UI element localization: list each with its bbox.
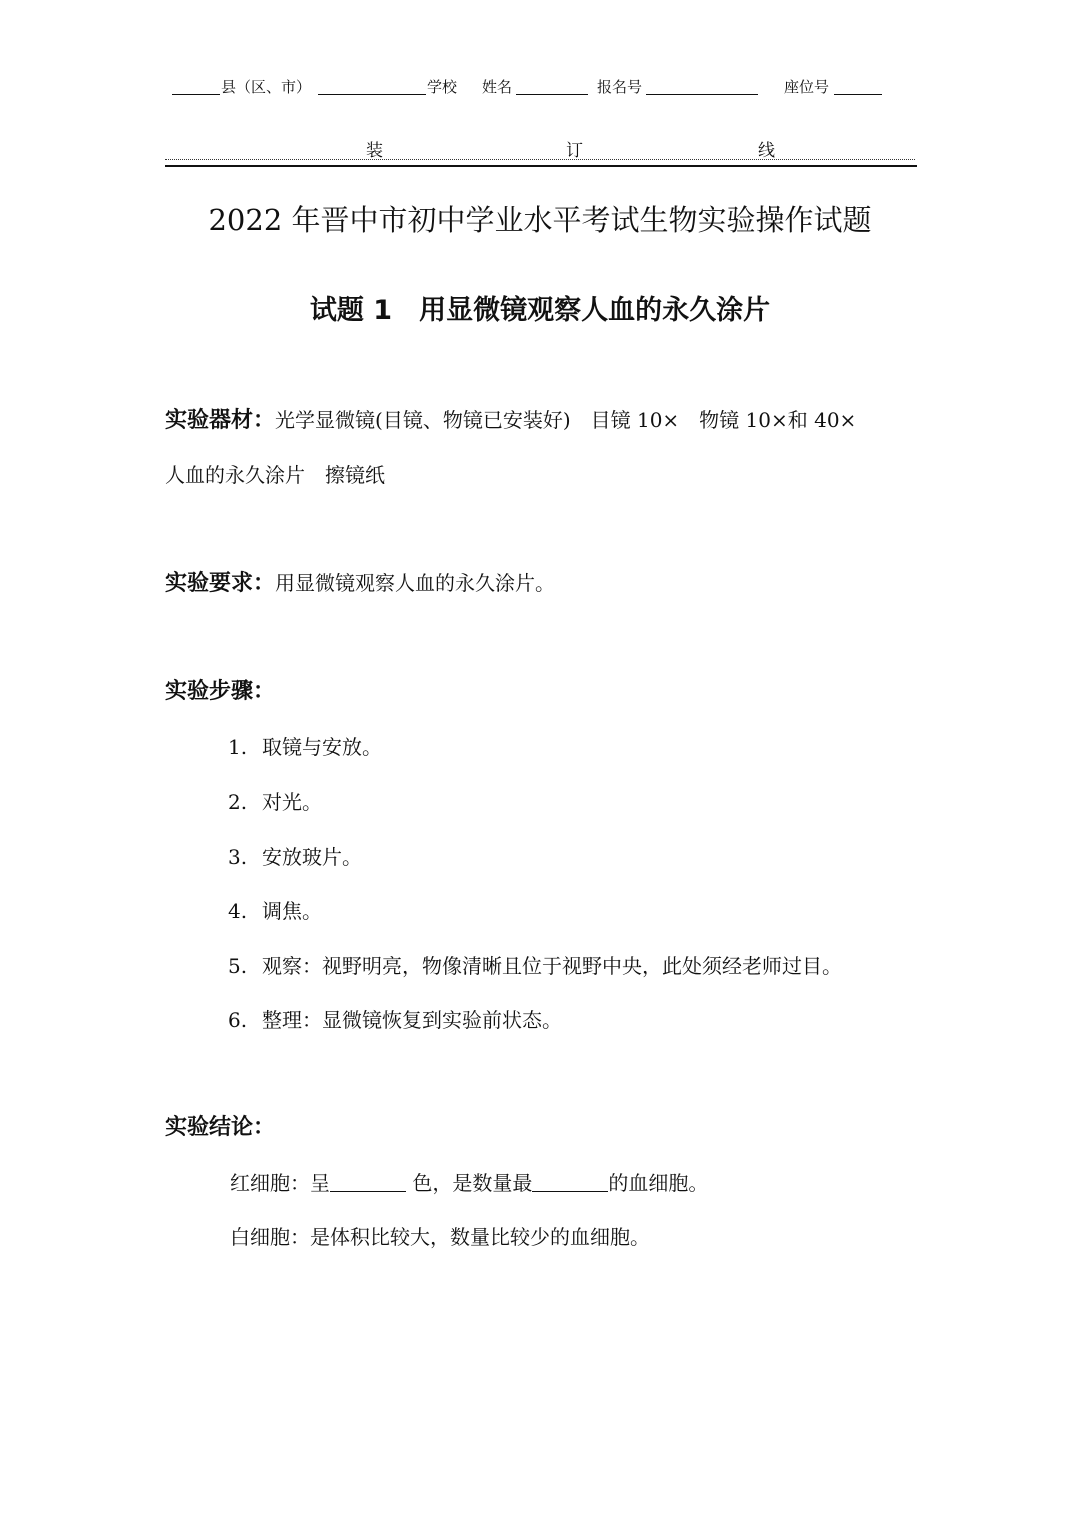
rbc-color-blank[interactable] [330, 1169, 406, 1192]
reg-no-label: 报名号 [597, 78, 643, 96]
step-text: 安放玻片。 [262, 845, 362, 869]
requirement-label: 实验要求： [165, 571, 276, 596]
step-number: 4. [228, 899, 248, 923]
step-text: 整理：显微镜恢复到实验前状态。 [262, 1008, 562, 1032]
county-blank[interactable] [172, 76, 220, 95]
materials-label: 实验器材： [165, 408, 276, 433]
conclusion-label: 实验结论： [165, 1115, 276, 1140]
header-divider [165, 165, 917, 167]
rbc-line [230, 1168, 708, 1198]
rbc-prefix: 红细胞：呈 [230, 1171, 330, 1195]
requirement-line [165, 568, 555, 600]
list-item [228, 732, 382, 762]
step-text: 观察：视野明亮，物像清晰且位于视野中央，此处须经老师过目。 [262, 954, 842, 978]
question-title: 试题 1 用显微镜观察人血的永久涂片 [309, 295, 771, 326]
list-item [228, 951, 842, 981]
binding-dotted-line [165, 159, 915, 160]
rbc-mid: 色，是数量最 [406, 1171, 533, 1195]
binding-char-3: 线 [758, 141, 775, 161]
wbc-line: 白细胞：是体积比较大，数量比较少的血细胞。 [230, 1225, 650, 1249]
list-item [228, 1005, 562, 1035]
rbc-suffix: 的血细胞。 [608, 1171, 709, 1195]
materials-line-1 [165, 405, 856, 437]
seat-no-blank[interactable] [834, 76, 882, 95]
name-label: 姓名 [482, 78, 513, 96]
binding-char-1: 装 [366, 141, 383, 161]
list-item [228, 896, 322, 926]
step-number: 1. [228, 735, 248, 759]
county-label: 县（区、市） [221, 78, 312, 96]
rbc-quantity-blank[interactable] [532, 1169, 608, 1192]
school-label: 学校 [427, 78, 458, 96]
reg-no-blank[interactable] [646, 76, 758, 95]
exam-header-fields [172, 76, 892, 100]
step-text: 调焦。 [262, 899, 322, 923]
list-item [228, 842, 362, 872]
seat-no-label: 座位号 [784, 78, 830, 96]
step-number: 2. [228, 790, 248, 814]
step-text: 取镜与安放。 [262, 735, 382, 759]
step-number: 3. [228, 845, 248, 869]
binding-char-2: 订 [566, 141, 583, 161]
school-blank[interactable] [318, 76, 426, 95]
list-item [228, 787, 322, 817]
materials-text-1: 光学显微镜(目镜、物镜已安装好) 目镜 10× 物镜 10×和 40× [275, 408, 857, 432]
steps-label: 实验步骤： [165, 679, 276, 704]
materials-text-2: 人血的永久涂片 擦镜纸 [165, 463, 385, 487]
step-number: 6. [228, 1008, 248, 1032]
name-blank[interactable] [516, 76, 588, 95]
step-number: 5. [228, 954, 248, 978]
requirement-text: 用显微镜观察人血的永久涂片。 [275, 571, 556, 595]
step-text: 对光。 [262, 790, 322, 814]
exam-title: 2022 年晋中市初中学业水平考试生物实验操作试题 [208, 203, 872, 237]
